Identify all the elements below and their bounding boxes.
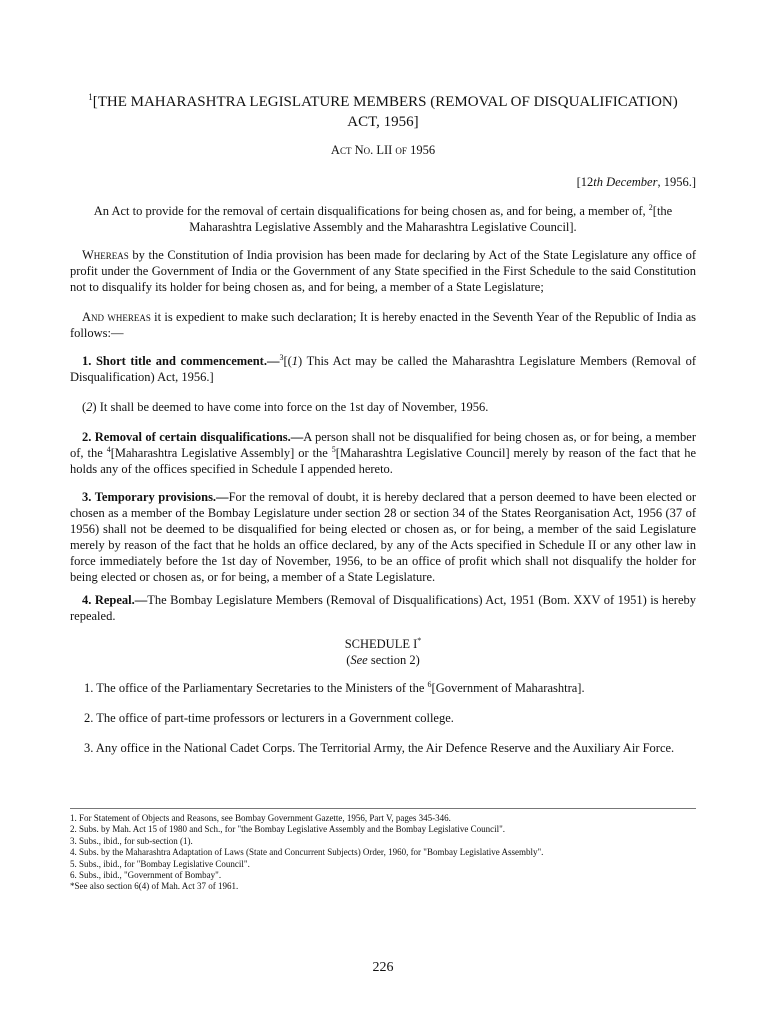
title-text: [THE MAHARASHTRA LEGISLATURE MEMBERS (REMOVAL OF DISQUALIFICATION) — [92, 94, 678, 110]
act-date — [577, 175, 696, 190]
section-1-text — [70, 353, 696, 385]
date-italic: th December — [593, 175, 658, 189]
footnote-ref: 4 — [106, 444, 111, 454]
intro-paragraph — [70, 203, 696, 235]
item-text-2: [Government of Maharashtra]. — [431, 681, 585, 695]
whereas-body: it is expedient to make such declaration; It is hereby enacted in the Seventh Year of the Republic of India as follows:— — [70, 310, 696, 340]
whereas-text — [70, 247, 696, 295]
footnote-ref: 5 — [331, 444, 336, 454]
schedule-item — [84, 741, 696, 756]
footnote: 1. For Statement of Objects and Reasons, see Bombay Government Gazette, 1956, Part V, pages 345-346. — [70, 813, 451, 823]
document-page — [70, 0, 696, 1024]
section-2-text — [70, 429, 696, 477]
schedule-heading — [70, 636, 696, 668]
section-body: [Maharashtra Legislative Assembly] or the — [110, 446, 332, 460]
whereas-lead: Whereas — [82, 248, 129, 262]
footnote: 5. Subs., ibid., for "Bombay Legislative Council". — [70, 858, 250, 869]
section-4 — [70, 592, 696, 624]
footnote-ref: 3 — [279, 352, 284, 362]
item-text: The office of part-time professors or lecturers in a Government college. — [93, 711, 454, 725]
section-body: A person shall not be disqualified for being chosen as, or for being, a member of, the — [70, 430, 696, 460]
whereas-body: by the Constitution of India provision has been made for declaring by Act of the State Legislature any office of profit under the Government of India or the Government of any State specified in the First Schedule to the said Constitution not to disqualify its holder for being chosen as, and for being, a member of a State Legislature; — [70, 248, 696, 294]
footnote: 3. Subs., ibid., for sub-section (1). — [70, 835, 193, 846]
section-4-text — [70, 592, 696, 624]
date-prefix: [12 — [576, 175, 594, 189]
item-number: 2. — [84, 711, 94, 725]
section-1 — [70, 353, 696, 385]
act-number: Act No. LII of 1956 — [330, 143, 436, 157]
footnotes — [70, 813, 696, 893]
section-2 — [70, 429, 696, 477]
footnote-ref: 6 — [427, 679, 432, 689]
item-text: Any office in the National Cadet Corps. The Territorial Army, the Air Defence Reserve and the Auxiliary Air Force. — [93, 741, 675, 755]
whereas-paragraph-1 — [70, 247, 696, 295]
section-heading: 2. Removal of certain disqualifications.— — [82, 430, 304, 444]
preamble-intro — [70, 203, 696, 235]
section-3 — [70, 489, 696, 585]
section-body: [Maharashtra Legislative Council] merely by reason of the fact that he holds any of the offices specified in Schedule I appended hereto. — [70, 446, 696, 476]
item-text: The office of the Parliamentary Secretaries to the Ministers of the — [93, 681, 428, 695]
page-number: 226 — [372, 960, 394, 975]
footnote-ref: * — [417, 635, 422, 645]
section-heading: 3. Temporary provisions.— — [82, 490, 229, 504]
footnote-ref: 1 — [88, 92, 93, 102]
see-rest: section 2) — [367, 653, 420, 667]
schedule-title — [70, 636, 696, 652]
paren: ( — [82, 400, 87, 414]
paren: [( — [283, 354, 292, 368]
subsection-num: 2 — [86, 400, 93, 414]
whereas-text — [70, 309, 696, 341]
section-body: The Bombay Legislature Members (Removal of Disqualifications) Act, 1951 (Bom. XXV of 1951) is hereby repealed. — [70, 593, 696, 623]
act-title — [70, 92, 696, 132]
section-heading: 1. Short title and commencement.— — [82, 354, 280, 368]
subsection-text — [70, 399, 696, 415]
see-italic: See — [350, 653, 368, 667]
title-line-2: ACT, 1956] — [347, 114, 419, 130]
paren: ( — [346, 653, 351, 667]
schedule-item — [84, 681, 696, 696]
footnote-ref: 2 — [648, 202, 653, 212]
title-line-1 — [70, 92, 696, 112]
item-number: 3. — [84, 741, 94, 755]
footnote: *See also section 6(4) of Mah. Act 37 of 1961. — [70, 881, 239, 892]
section-3-text — [70, 489, 696, 585]
date-suffix: , 1956.] — [657, 175, 696, 189]
section-heading: 4. Repeal.— — [82, 593, 148, 607]
whereas-paragraph-2 — [70, 309, 696, 341]
schedule-item — [84, 711, 696, 726]
schedule-see — [70, 652, 696, 668]
section-1-sub-2 — [70, 399, 696, 415]
footnote: 4. Subs. by the Maharashtra Adaptation of Laws (State and Concurrent Subjects) Order, 1960, for "Bombay Legislative Assembly". — [70, 847, 544, 858]
whereas-lead: And whereas — [82, 310, 151, 324]
section-body: ) This Act may be called the Maharashtra Legislature Members (Removal of Disqualification) Act, 1956.] — [70, 354, 696, 384]
intro-text-2: [the Maharashtra Legislative Assembly and the Maharashtra Legislative Council]. — [189, 204, 673, 234]
subsection-num: 1 — [291, 354, 299, 368]
item-number: 1. — [84, 681, 94, 695]
footnote-divider — [70, 808, 696, 809]
footnote: 6. Subs., ibid., "Government of Bombay". — [70, 870, 222, 881]
schedule-title-text: SCHEDULE I — [344, 637, 418, 651]
footnote: 2. Subs. by Mah. Act 15 of 1980 and Sch., for "the Bombay Legislative Assembly and the Bombay Legislative Council". — [70, 824, 506, 835]
section-body: For the removal of doubt, it is hereby declared that a person deemed to have been elected or chosen as a member of the Bombay Legislature under section 28 or section 34 of the States Reorganisation Act, 1956 (37 of 1956) shall not be deemed to be disqualified for being elected or chosen as, or for being, a member of the said Legislature merely by reason of the fact that he holds an office declared, by any of the Acts specified in Schedule II or any other law in force immediately before the 1st day of November, 1956, to be an office of profit which shall not disqualify the holder for being elected or chosen as, or for being, a member of a State Legislature. — [70, 490, 697, 584]
intro-text: An Act to provide for the removal of certain disqualifications for being chosen as, and for being, a member of, — [93, 204, 649, 218]
section-body: ) It shall be deemed to have come into force on the 1st day of November, 1956. — [92, 400, 489, 414]
